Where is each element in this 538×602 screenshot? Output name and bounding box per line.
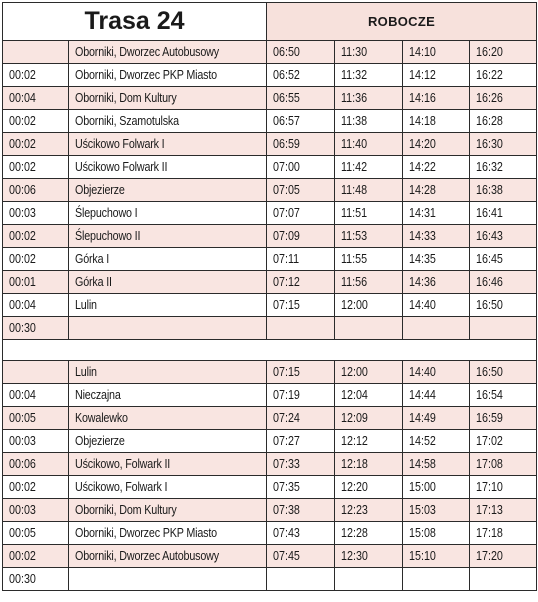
departure-time-cell — [267, 317, 335, 340]
departure-time-cell: 12:18 — [335, 453, 403, 476]
departure-time-cell: 07:19 — [267, 384, 335, 407]
departure-time-cell: 15:00 — [403, 476, 470, 499]
outbound-stop-row — [3, 202, 537, 225]
travel-gap-cell: 00:01 — [3, 271, 69, 294]
travel-gap-cell: 00:02 — [3, 476, 69, 499]
departure-time-cell: 14:28 — [403, 179, 470, 202]
departure-time-cell: 14:33 — [403, 225, 470, 248]
travel-gap-cell — [3, 361, 69, 384]
departure-time-cell: 07:07 — [267, 202, 335, 225]
departure-time-cell: 11:40 — [335, 133, 403, 156]
departure-time-cell: 06:52 — [267, 64, 335, 87]
stop-name-cell: Uścikowo Folwark II — [69, 156, 267, 179]
departure-time-cell: 12:20 — [335, 476, 403, 499]
departure-time-cell: 07:27 — [267, 430, 335, 453]
departure-time-cell: 11:38 — [335, 110, 403, 133]
departure-time-cell — [335, 568, 403, 591]
outbound-stop-row — [3, 248, 537, 271]
departure-time-cell: 16:41 — [470, 202, 537, 225]
departure-time-cell: 17:10 — [470, 476, 537, 499]
header-row — [3, 3, 537, 41]
departure-time-cell: 16:32 — [470, 156, 537, 179]
departure-time-cell: 14:52 — [403, 430, 470, 453]
inbound-stop-row — [3, 545, 537, 568]
timetable-grid — [2, 2, 537, 591]
departure-time-cell: 12:00 — [335, 294, 403, 317]
departure-time-cell: 07:12 — [267, 271, 335, 294]
travel-gap-cell: 00:02 — [3, 110, 69, 133]
departure-time-cell: 14:16 — [403, 87, 470, 110]
travel-gap-cell: 00:02 — [3, 225, 69, 248]
travel-gap-cell: 00:03 — [3, 202, 69, 225]
departure-time-cell: 16:22 — [470, 64, 537, 87]
departure-time-cell: 14:10 — [403, 41, 470, 64]
departure-time-cell — [403, 317, 470, 340]
departure-time-cell: 07:15 — [267, 361, 335, 384]
departure-time-cell: 16:30 — [470, 133, 537, 156]
outbound-stop-row — [3, 156, 537, 179]
departure-time-cell: 07:35 — [267, 476, 335, 499]
stop-name-cell: Objezierze — [69, 430, 267, 453]
departure-time-cell: 06:55 — [267, 87, 335, 110]
stop-name-cell: Uścikowo Folwark I — [69, 133, 267, 156]
departure-time-cell: 06:50 — [267, 41, 335, 64]
departure-time-cell: 17:08 — [470, 453, 537, 476]
stop-name-cell: Kowalewko — [69, 407, 267, 430]
departure-time-cell: 14:35 — [403, 248, 470, 271]
departure-time-cell: 14:12 — [403, 64, 470, 87]
departure-time-cell: 07:09 — [267, 225, 335, 248]
stop-name-cell: Oborniki, Dom Kultury — [69, 87, 267, 110]
departure-time-cell: 14:40 — [403, 361, 470, 384]
stop-name-cell: Oborniki, Dworzec Autobusowy — [69, 41, 267, 64]
departure-time-cell: 11:55 — [335, 248, 403, 271]
stop-name-cell: Oborniki, Szamotulska — [69, 110, 267, 133]
departure-time-cell: 17:18 — [470, 522, 537, 545]
departure-time-cell: 16:46 — [470, 271, 537, 294]
departure-time-cell: 14:58 — [403, 453, 470, 476]
inbound-stop-row — [3, 361, 537, 384]
departure-time-cell: 11:51 — [335, 202, 403, 225]
departure-time-cell: 07:24 — [267, 407, 335, 430]
stop-name-cell: Oborniki, Dworzec PKP Miasto — [69, 64, 267, 87]
stop-name-cell — [69, 568, 267, 591]
travel-gap-cell: 00:04 — [3, 294, 69, 317]
departure-time-cell — [267, 568, 335, 591]
departure-time-cell: 11:42 — [335, 156, 403, 179]
stop-name-cell: Górka II — [69, 271, 267, 294]
outbound-stop-row — [3, 41, 537, 64]
departure-time-cell: 07:15 — [267, 294, 335, 317]
departure-time-cell: 16:28 — [470, 110, 537, 133]
outbound-stop-row — [3, 179, 537, 202]
departure-time-cell: 16:26 — [470, 87, 537, 110]
departure-time-cell: 11:36 — [335, 87, 403, 110]
departure-time-cell — [470, 317, 537, 340]
departure-time-cell: 17:20 — [470, 545, 537, 568]
travel-gap-cell: 00:03 — [3, 430, 69, 453]
section-spacer-cell — [3, 340, 537, 361]
travel-gap-cell: 00:05 — [3, 522, 69, 545]
departure-time-cell: 06:57 — [267, 110, 335, 133]
departure-time-cell: 12:30 — [335, 545, 403, 568]
departure-time-cell: 11:56 — [335, 271, 403, 294]
departure-time-cell: 12:23 — [335, 499, 403, 522]
departure-time-cell: 17:13 — [470, 499, 537, 522]
departure-time-cell: 16:50 — [470, 294, 537, 317]
departure-time-cell: 15:10 — [403, 545, 470, 568]
departure-time-cell: 17:02 — [470, 430, 537, 453]
stop-name-cell: Oborniki, Dom Kultury — [69, 499, 267, 522]
section-spacer-row — [3, 340, 537, 361]
inbound-stop-row — [3, 453, 537, 476]
departure-time-cell: 16:38 — [470, 179, 537, 202]
day-type-label: ROBOCZE — [267, 3, 537, 41]
departure-time-cell: 16:54 — [470, 384, 537, 407]
departure-time-cell: 07:45 — [267, 545, 335, 568]
stop-name-cell: Górka I — [69, 248, 267, 271]
departure-time-cell: 12:09 — [335, 407, 403, 430]
departure-time-cell: 14:31 — [403, 202, 470, 225]
stop-name-cell: Ślepuchowo II — [69, 225, 267, 248]
travel-gap-cell: 00:04 — [3, 384, 69, 407]
departure-time-cell: 16:45 — [470, 248, 537, 271]
inbound-stop-row — [3, 522, 537, 545]
outbound-stop-row — [3, 64, 537, 87]
travel-gap-cell: 00:03 — [3, 499, 69, 522]
departure-time-cell: 11:48 — [335, 179, 403, 202]
outbound-stop-row — [3, 225, 537, 248]
departure-time-cell: 16:43 — [470, 225, 537, 248]
inbound-stop-row — [3, 407, 537, 430]
travel-gap-cell: 00:05 — [3, 407, 69, 430]
departure-time-cell: 14:20 — [403, 133, 470, 156]
departure-time-cell: 14:44 — [403, 384, 470, 407]
travel-gap-cell: 00:06 — [3, 179, 69, 202]
outbound-stop-row — [3, 110, 537, 133]
departure-time-cell: 12:00 — [335, 361, 403, 384]
departure-time-cell: 07:05 — [267, 179, 335, 202]
departure-time-cell: 12:12 — [335, 430, 403, 453]
departure-time-cell: 07:11 — [267, 248, 335, 271]
departure-time-cell: 11:53 — [335, 225, 403, 248]
departure-time-cell: 12:28 — [335, 522, 403, 545]
departure-time-cell: 14:22 — [403, 156, 470, 179]
stop-name-cell: Objezierze — [69, 179, 267, 202]
departure-time-cell: 06:59 — [267, 133, 335, 156]
inbound-stop-row — [3, 476, 537, 499]
stop-name-cell: Uścikowo, Folwark I — [69, 476, 267, 499]
outbound-stop-row — [3, 87, 537, 110]
departure-time-cell — [335, 317, 403, 340]
departure-time-cell — [470, 568, 537, 591]
travel-gap-cell: 00:02 — [3, 133, 69, 156]
departure-time-cell: 16:20 — [470, 41, 537, 64]
inbound-stop-row — [3, 384, 537, 407]
stop-name-cell: Lulin — [69, 294, 267, 317]
stop-name-cell: Uścikowo, Folwark II — [69, 453, 267, 476]
departure-time-cell: 11:30 — [335, 41, 403, 64]
travel-gap-cell: 00:30 — [3, 568, 69, 591]
departure-time-cell: 07:38 — [267, 499, 335, 522]
departure-time-cell: 12:04 — [335, 384, 403, 407]
stop-name-cell — [69, 317, 267, 340]
departure-time-cell: 14:18 — [403, 110, 470, 133]
travel-gap-cell: 00:06 — [3, 453, 69, 476]
departure-time-cell: 07:33 — [267, 453, 335, 476]
travel-gap-cell: 00:02 — [3, 545, 69, 568]
inbound-stop-row — [3, 568, 537, 591]
departure-time-cell: 14:49 — [403, 407, 470, 430]
stop-name-cell: Nieczajna — [69, 384, 267, 407]
departure-time-cell: 11:32 — [335, 64, 403, 87]
inbound-stop-row — [3, 499, 537, 522]
stop-name-cell: Oborniki, Dworzec PKP Miasto — [69, 522, 267, 545]
departure-time-cell: 16:50 — [470, 361, 537, 384]
travel-gap-cell: 00:02 — [3, 248, 69, 271]
departure-time-cell: 15:03 — [403, 499, 470, 522]
departure-time-cell — [403, 568, 470, 591]
timetable-sheet — [2, 2, 536, 591]
travel-gap-cell: 00:04 — [3, 87, 69, 110]
stop-name-cell: Ślepuchowo I — [69, 202, 267, 225]
stop-name-cell: Oborniki, Dworzec Autobusowy — [69, 545, 267, 568]
stop-name-cell: Lulin — [69, 361, 267, 384]
travel-gap-cell — [3, 41, 69, 64]
departure-time-cell: 16:59 — [470, 407, 537, 430]
inbound-stop-row — [3, 430, 537, 453]
travel-gap-cell: 00:02 — [3, 64, 69, 87]
departure-time-cell: 15:08 — [403, 522, 470, 545]
departure-time-cell: 14:40 — [403, 294, 470, 317]
departure-time-cell: 07:43 — [267, 522, 335, 545]
departure-time-cell: 07:00 — [267, 156, 335, 179]
outbound-stop-row — [3, 294, 537, 317]
travel-gap-cell: 00:30 — [3, 317, 69, 340]
departure-time-cell: 14:36 — [403, 271, 470, 294]
outbound-stop-row — [3, 317, 537, 340]
outbound-stop-row — [3, 271, 537, 294]
travel-gap-cell: 00:02 — [3, 156, 69, 179]
route-title: Trasa 24 — [3, 3, 267, 41]
outbound-stop-row — [3, 133, 537, 156]
